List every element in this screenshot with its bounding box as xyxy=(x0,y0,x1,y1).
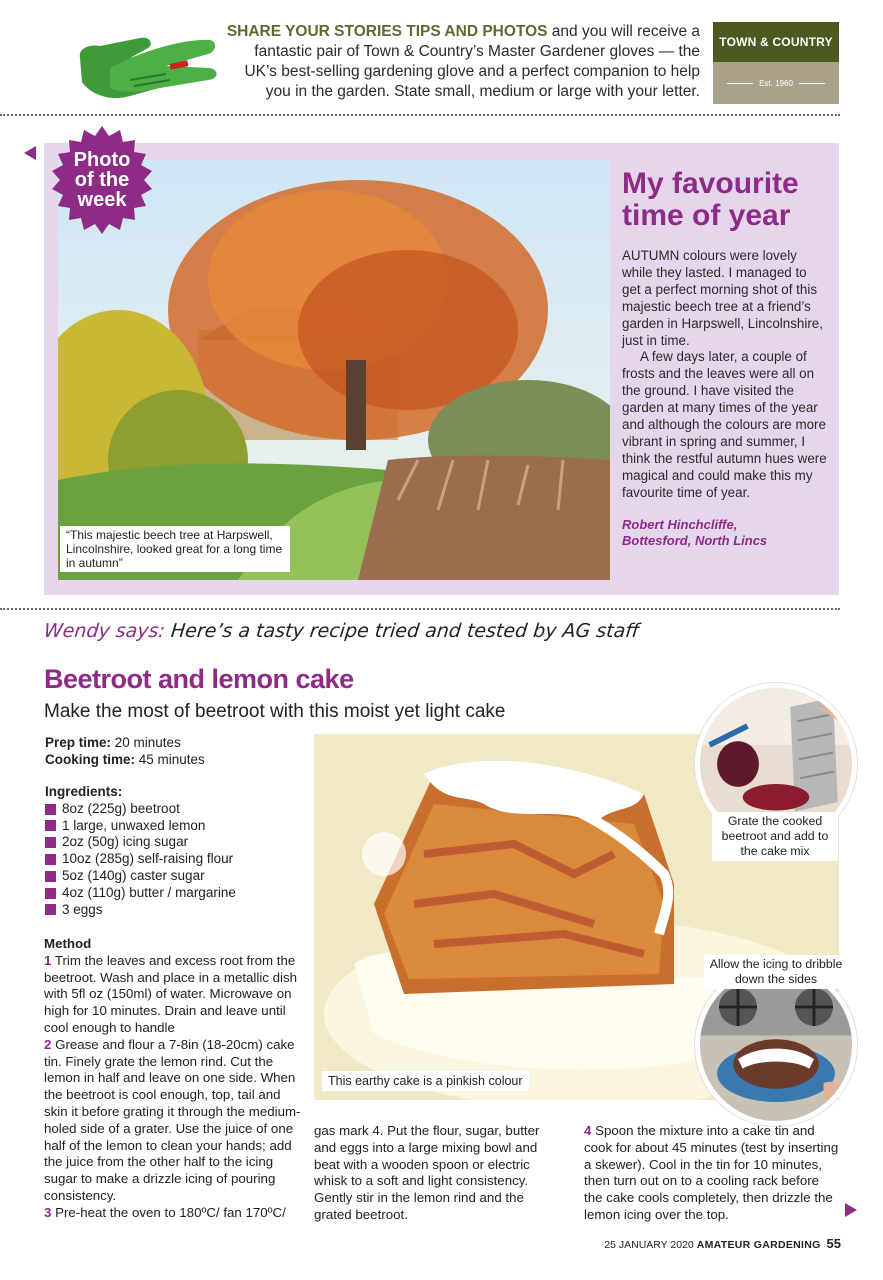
town-country-logo xyxy=(713,22,839,104)
ingredient-text: 2oz (50g) icing sugar xyxy=(62,834,189,850)
step-number: 3 xyxy=(44,1204,52,1220)
ingredient-text: 1 large, unwaxed lemon xyxy=(62,817,206,833)
logo-brand: TOWN & COUNTRY xyxy=(713,22,839,62)
article-para-1: AUTUMN colours were lovely while they lasted. I managed to get a perfect morning shot of this majestic beech tree at a friend’s garden in Harpswell, Lincolnshire, just in time. xyxy=(622,248,823,348)
icing-illustration xyxy=(700,969,852,1121)
prev-arrow-icon xyxy=(24,146,36,160)
page-number: 55 xyxy=(826,1236,841,1251)
gardening-gloves-illustration xyxy=(70,18,220,110)
grate-caption: Grate the cooked beetroot and add to the cake mix xyxy=(712,812,838,861)
list-item xyxy=(45,902,236,919)
step-text: Trim the leaves and excess root from the beetroot. Wash and place in a metallic dish with 5fl oz (150ml) of water. Microwave on high for 10 minutes. Drain and leave until cool enough to handle xyxy=(44,952,298,1035)
promo-highlight: SHARE YOUR STORIES TIPS AND PHOTOS xyxy=(226,23,548,40)
logo-est xyxy=(713,62,839,104)
list-item xyxy=(45,851,236,868)
ingredients-list xyxy=(45,801,236,919)
list-item xyxy=(45,868,236,885)
recipe-times xyxy=(45,734,205,768)
cook-label: Cooking time: xyxy=(45,752,135,767)
recipe-subtitle: Make the most of beetroot with this moist yet light cake xyxy=(44,701,506,722)
method-step-4 xyxy=(584,1123,840,1224)
wendy-name: Wendy says: xyxy=(42,620,167,642)
prep-label: Prep time: xyxy=(45,735,112,750)
method-step-1 xyxy=(44,953,302,1037)
step-number: 2 xyxy=(44,1036,52,1052)
divider xyxy=(0,114,840,116)
list-item xyxy=(45,818,236,835)
author-location: Bottesford, North Lincs xyxy=(622,533,768,548)
bullet-square-icon xyxy=(45,804,56,815)
article-body xyxy=(622,248,828,502)
bullet-square-icon xyxy=(45,871,56,882)
method-step-2 xyxy=(44,1037,302,1205)
bullet-square-icon xyxy=(45,820,56,831)
list-item xyxy=(45,885,236,902)
wendy-says-line xyxy=(43,620,640,642)
ingredient-text: 4oz (110g) butter / margarine xyxy=(62,884,236,900)
ingredients xyxy=(45,784,236,918)
bullet-square-icon xyxy=(45,837,56,848)
author-name: Robert Hinchcliffe, xyxy=(622,517,738,532)
step-number: 4 xyxy=(584,1123,592,1138)
list-item xyxy=(45,834,236,851)
article-para-2: A few days later, a couple of frosts and the leaves were all on the ground. I have visited the garden at many times of the year and although the colours are more vibrant in spring and summer, I think the restful autumn hues were magical and could make this my favourite time of year. xyxy=(622,349,827,500)
method xyxy=(44,936,302,1222)
ingredient-text: 5oz (140g) caster sugar xyxy=(62,867,205,883)
page-footer xyxy=(604,1236,841,1251)
bullet-square-icon xyxy=(45,854,56,865)
badge-text xyxy=(48,150,156,210)
bullet-square-icon xyxy=(45,904,56,915)
method-label: Method xyxy=(44,936,92,951)
article-title: My favourite time of year xyxy=(622,167,799,232)
magazine-name: AMATEUR GARDENING xyxy=(696,1239,821,1251)
icing-caption: Allow the icing to dribble down the sides xyxy=(704,955,848,989)
ingredient-text: 8oz (225g) beetroot xyxy=(62,800,180,816)
article-author xyxy=(622,517,832,549)
wendy-text: Here’s a tasty recipe tried and tested by AG staff xyxy=(163,620,641,642)
photo-caption: “This majestic beech tree at Harpswell, Lincolnshire, looked great for a long time in autumn” xyxy=(60,526,290,572)
badge-line-3: week xyxy=(77,189,127,211)
badge-line-1: Photo xyxy=(73,149,131,171)
promo-body: and you will receive a fantastic pair of Town & Country’s Master Gardener gloves — the UK’s best-selling gardening glove and a perfect companion to help you in the garden. State small, medium or large with your letter. xyxy=(244,23,700,100)
ingredients-label: Ingredients: xyxy=(45,784,123,799)
step-number: 1 xyxy=(44,952,52,968)
next-arrow-icon xyxy=(845,1203,857,1217)
promo-text xyxy=(222,22,700,102)
bullet-square-icon xyxy=(45,888,56,899)
step-text: Pre-heat the oven to 180ºC/ fan 170ºC/ xyxy=(51,1204,286,1220)
badge-line-2: of the xyxy=(74,169,130,191)
step-text: Grease and flour a 7-8in (18-20cm) cake tin. Finely grate the lemon rind. Cut the lemon in half and leave on one side. When the beetroot is cool enough, top, tail and skin it before grating it through the medium-holed side of a grater. Use the juice of one half of the lemon to clean your hands; add the juice from the other half to the icing sugar to make a drizzle icing of pouring consistency. xyxy=(44,1036,301,1203)
step-text: Spoon the mixture into a cake tin and cook for about 45 minutes (test by inserting a skewer). Cool in the tin for 10 minutes, then turn out on to a cooling rack before the cake cools completely, then drizzle the lemon icing over the top. xyxy=(584,1123,839,1222)
recipe-title: Beetroot and lemon cake xyxy=(44,664,354,694)
method-step-3-continued: gas mark 4. Put the flour, sugar, butter and eggs into a large mixing bowl and beat with a wooden spoon or electric whisk to a soft and light consistency. Gently stir in the lemon rind and the grated beetroot. xyxy=(314,1123,540,1222)
cook-value: 45 minutes xyxy=(135,752,205,767)
list-item xyxy=(45,801,236,818)
ingredient-text: 10oz (285g) self-raising flour xyxy=(62,851,234,867)
logo-est-text: Est. 1960 xyxy=(759,78,793,88)
cake-caption: This earthy cake is a pinkish colour xyxy=(322,1071,529,1091)
ingredient-text: 3 eggs xyxy=(62,901,103,917)
prep-value: 20 minutes xyxy=(111,735,181,750)
divider xyxy=(0,608,840,610)
issue-date: 25 JANUARY 2020 xyxy=(604,1239,694,1251)
method-step-3 xyxy=(44,1205,302,1222)
